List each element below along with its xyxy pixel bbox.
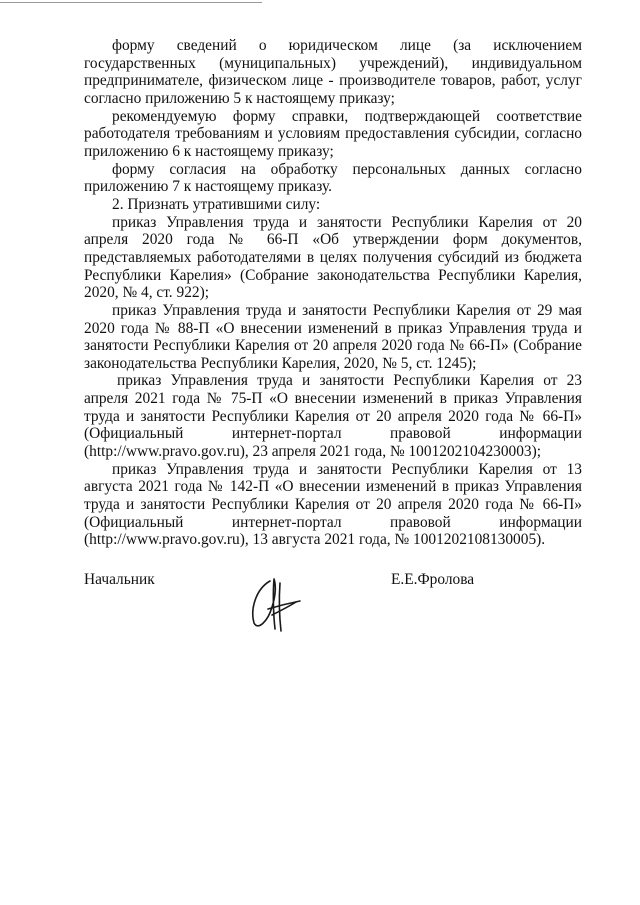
signature-block (84, 571, 582, 631)
paragraph-appendix-5: форму сведений о юридическом лице (за исключением государственных (муниципальных) учреждений), индивидуальном предпринимателе, физическом лице - производителе товаров, работ, услуг согласно приложению 5 к настоящему приказу; (84, 37, 582, 107)
paragraph-order-88p: приказ Управления труда и занятости Республики Карелия от 29 мая 2020 года № 88-П «О внесении изменений в приказ Управления труда и занятости Республики Карелия от 20 апреля 2020 года № 66-П» (Собрание законодательства Республики Карелия, 2020, № 5, ст. 1245); (84, 301, 582, 372)
handwritten-signature (246, 575, 306, 635)
paragraph-item-2: 2. Признать утратившими силу: (112, 195, 321, 213)
signatory-name: Е.Е.Фролова (391, 571, 475, 588)
paragraph-appendix-6: рекомендуемую форму справки, подтверждающей соответствие работодателя требованиям и условиям предоставления субсидии, согласно приложению 6 к настоящему приказу; (84, 107, 582, 160)
top-rule (0, 2, 262, 3)
paragraph-order-66p: приказ Управления труда и занятости Республики Карелия от 20 апреля 2020 года № 66-П «Об утверждении форм документов, представляемых работодателями в целях получения субсидий из бюджета Республики Карелия» (Собрание законодательства Республики Карелия, 2020, № 4, ст. 922); (84, 213, 582, 302)
signatory-title: Начальник (84, 571, 155, 588)
document-body (84, 37, 582, 549)
paragraph-appendix-7: форму согласия на обработку персональных данных согласно приложению 7 к настоящему приказу. (84, 160, 582, 196)
paragraph-order-75p: приказ Управления труда и занятости Республики Карелия от 23 апреля 2021 года № 75-П «О внесении изменений в приказ Управления труда и занятости Республики Карелия от 20 апреля 2020 года № 66-П» (Официальный интернет-портал правовой информации (http://www.pravo.gov.ru), 23 апреля 2021 года, № 1001202104230003); (84, 372, 582, 461)
paragraph-order-142p: приказ Управления труда и занятости Республики Карелия от 13 августа 2021 года № 142-П «О внесении изменений в приказ Управления труда и занятости Республики Карелия от 20 апреля 2020 года № 66-П» (Официальный интернет-портал правовой информации (http://www.pravo.gov.ru), 13 августа 2021 года, № 1001202108130005). (84, 460, 582, 549)
